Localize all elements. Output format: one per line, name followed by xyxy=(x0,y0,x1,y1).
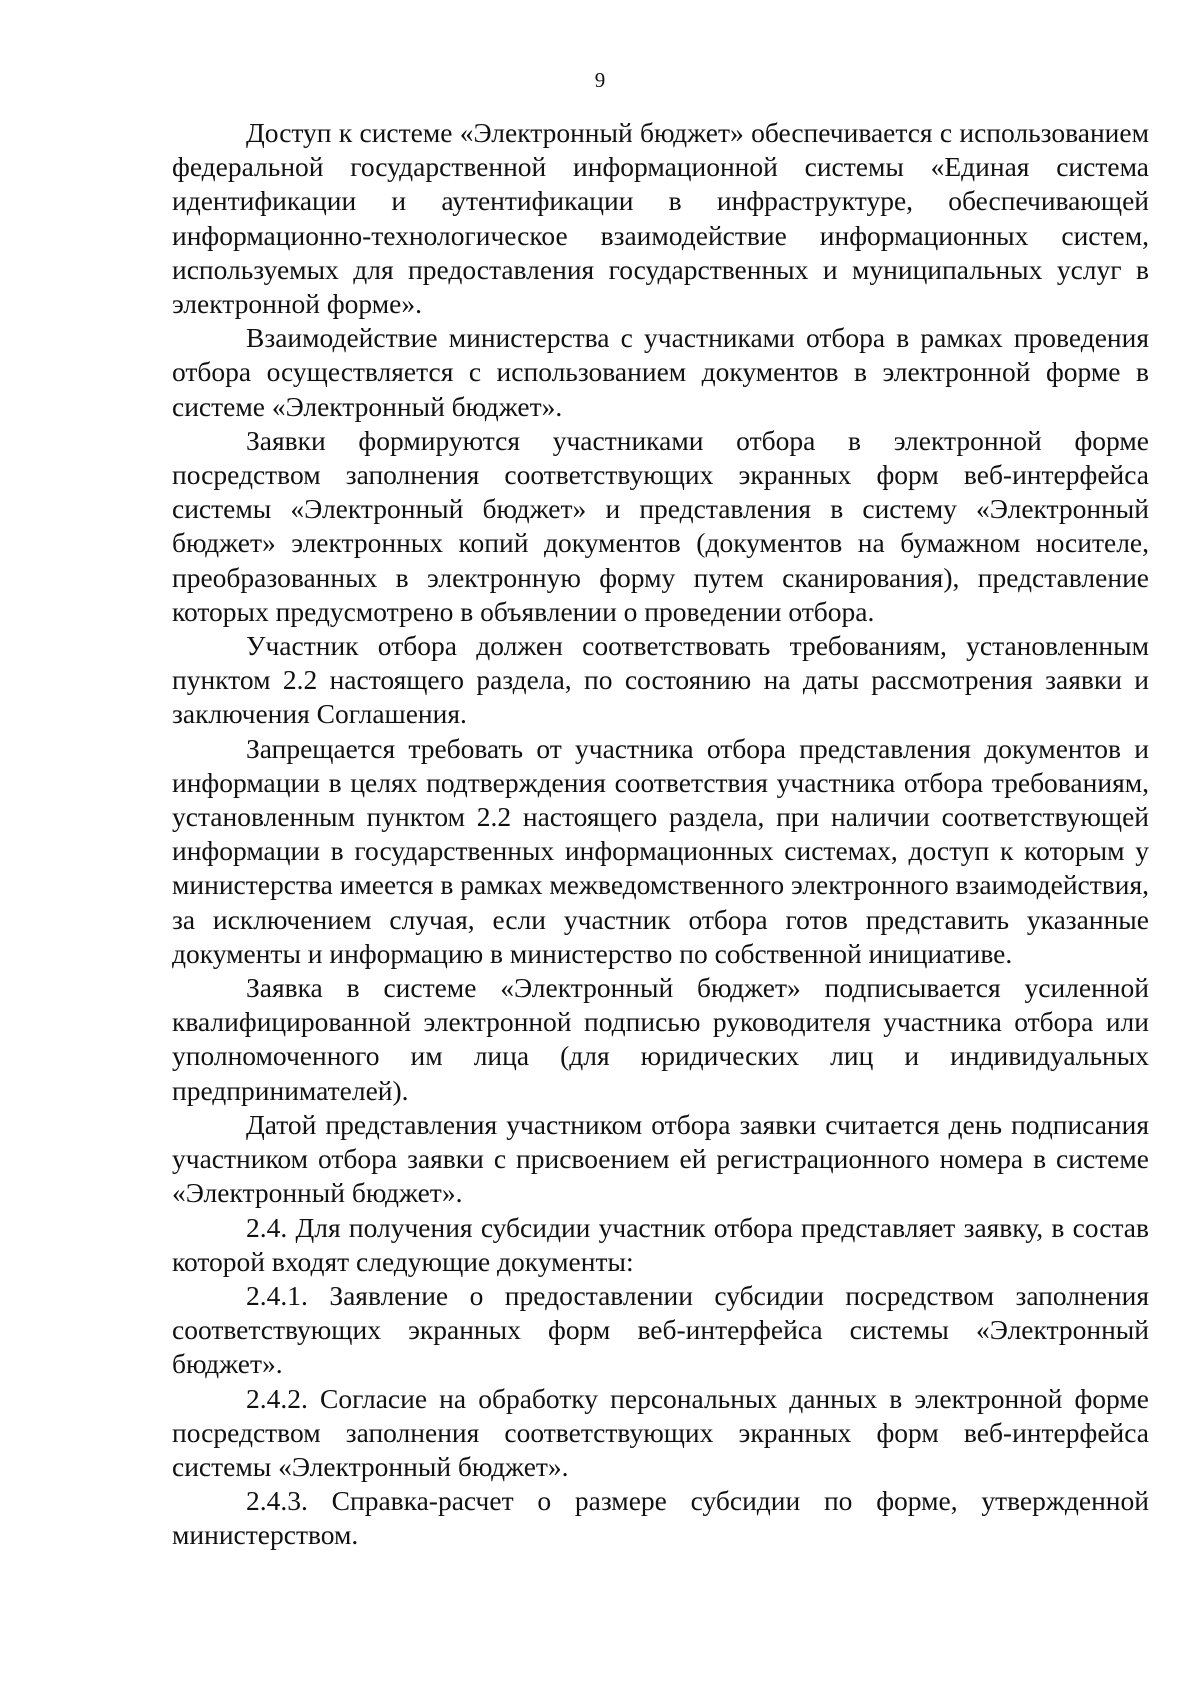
paragraph-submission-date: Датой представления участником отбора заявки считается день подписания участником отбора заявки с присвоением ей регистрационного номера в системе «Электронный бюджет». xyxy=(172,1108,1149,1209)
paragraph-participant-requirements: Участник отбора должен соответствовать требованиям, установленным пунктом 2.2 настоящего раздела, по состоянию на даты рассмотрения заявки и заключения Соглашения. xyxy=(172,630,1149,730)
paragraph-signature: Заявка в системе «Электронный бюджет» подписывается усиленной квалифицированной электронной подписью руководителя участника отбора или уполномоченного им лица (для юридических лиц и индивидуальных предпринимателей). xyxy=(172,972,1149,1106)
paragraph-2-4: 2.4. Для получения субсидии участник отбора представляет заявку, в состав которой входят следующие документы: xyxy=(172,1211,1149,1277)
paragraph-interaction: Взаимодействие министерства с участниками отбора в рамках проведения отбора осуществляется с использованием документов в электронной форме в системе «Электронный бюджет». xyxy=(172,322,1149,422)
paragraph-prohibition: Запрещается требовать от участника отбора представления документов и информации в целях подтверждения соответствия участника отбора требованиям, установленным пунктом 2.2 настоящего раздела, при наличии соответствующей информации в государственных информационных системах, доступ к которым у министерства имеется в рамках межведомственного электронного взаимодействия, за исключением случая, если участник отбора готов представить указанные документы и информацию в министерство по собственной инициативе. xyxy=(172,732,1149,969)
document-body xyxy=(172,116,1149,1553)
paragraph-2-4-2: 2.4.2. Согласие на обработку персональных данных в электронной форме посредством заполнения соответствующих экранных форм веб-интерфейса системы «Электронный бюджет». xyxy=(172,1382,1149,1482)
paragraph-access-system: Доступ к системе «Электронный бюджет» обеспечивается с использованием федеральной государственной информационной системы «Единая система идентификации и аутентификации в инфраструктуре, обеспечивающей информационно-технологическое взаимодействие информационных систем, используемых для предоставления государственных и муниципальных услуг в электронной форме». xyxy=(172,117,1149,320)
paragraph-2-4-1: 2.4.1. Заявление о предоставлении субсидии посредством заполнения соответствующих экранных форм веб-интерфейса системы «Электронный бюджет». xyxy=(172,1279,1149,1380)
paragraph-applications-formed: Заявки формируются участниками отбора в электронной форме посредством заполнения соответствующих экранных форм веб-интерфейса системы «Электронный бюджет» и представления в систему «Электронный бюджет» электронных копий документов (документов на бумажном носителе, преобразованных в электронную форму путем сканирования), представление которых предусмотрено в объявлении о проведении отбора. xyxy=(172,424,1149,627)
paragraph-2-4-3: 2.4.3. Справка-расчет о размере субсидии по форме, утвержденной министерством. xyxy=(172,1485,1149,1551)
page-number: 9 xyxy=(594,68,606,92)
